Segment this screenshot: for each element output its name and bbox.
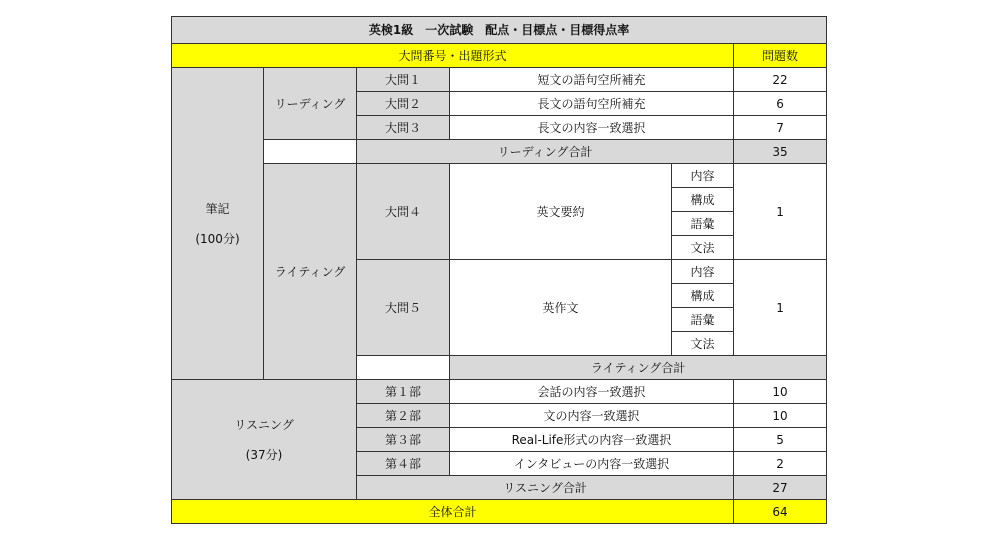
writing-q4-count: 1 [734, 164, 827, 260]
writing-spacer [357, 356, 450, 380]
writing-q4-criterion: 文法 [672, 236, 734, 260]
reading-format-1: 短文の語句空所補充 [450, 68, 734, 92]
writing-q5-count: 1 [734, 260, 827, 356]
writing-q5-format: 英作文 [450, 260, 672, 356]
writing-q4-criterion: 構成 [672, 188, 734, 212]
listening-count-1: 10 [734, 380, 827, 404]
listening-no-4: 第４部 [357, 452, 450, 476]
reading-count-1: 22 [734, 68, 827, 92]
listening-no-2: 第２部 [357, 404, 450, 428]
listening-format-1: 会話の内容一致選択 [450, 380, 734, 404]
writing-q4-criterion: 内容 [672, 164, 734, 188]
reading-subtotal: 35 [734, 140, 827, 164]
writing-q5-no: 大問５ [357, 260, 450, 356]
listening-subtotal: 27 [734, 476, 827, 500]
total-label: 全体合計 [172, 500, 734, 524]
reading-no-1: 大問１ [357, 68, 450, 92]
listening-count-2: 10 [734, 404, 827, 428]
reading-count-3: 7 [734, 116, 827, 140]
reading-format-3: 長文の内容一致選択 [450, 116, 734, 140]
writing-q4-format: 英文要約 [450, 164, 672, 260]
writing-q5-criterion: 文法 [672, 332, 734, 356]
writing-q5-criterion: 構成 [672, 284, 734, 308]
listening-format-2: 文の内容一致選択 [450, 404, 734, 428]
writing-q5-criterion: 語彙 [672, 308, 734, 332]
score-table [171, 16, 827, 524]
listening-subtotal-label: リスニング合計 [357, 476, 734, 500]
reading-subtotal-label: リーディング合計 [357, 140, 734, 164]
listening-time: (37分) [245, 447, 283, 462]
listening-count-4: 2 [734, 452, 827, 476]
reading-no-3: 大問３ [357, 116, 450, 140]
listening-format-4: インタビューの内容一致選択 [450, 452, 734, 476]
listening-no-1: 第１部 [357, 380, 450, 404]
writing-label: ライティング [264, 164, 357, 380]
table-title: 英検1級 一次試験 配点・目標点・目標得点率 [172, 17, 827, 44]
hikki-time: (100分) [195, 231, 240, 246]
reading-count-2: 6 [734, 92, 827, 116]
reading-no-2: 大問２ [357, 92, 450, 116]
listening-count-3: 5 [734, 428, 827, 452]
writing-q4-no: 大問４ [357, 164, 450, 260]
listening-name: リスニング [234, 417, 294, 432]
reading-format-2: 長文の語句空所補充 [450, 92, 734, 116]
header-section: 大問番号・出題形式 [172, 44, 734, 68]
writing-subtotal-label: ライティング合計 [450, 356, 827, 380]
reading-label: リーディング [264, 68, 357, 140]
listening-no-3: 第３部 [357, 428, 450, 452]
total-value: 64 [734, 500, 827, 524]
header-count: 問題数 [734, 44, 827, 68]
reading-spacer [264, 140, 357, 164]
hikki-category [172, 68, 264, 380]
listening-format-3: Real-Life形式の内容一致選択 [450, 428, 734, 452]
writing-q5-criterion: 内容 [672, 260, 734, 284]
hikki-name: 筆記 [205, 201, 230, 216]
writing-q4-criterion: 語彙 [672, 212, 734, 236]
listening-category [172, 380, 357, 500]
